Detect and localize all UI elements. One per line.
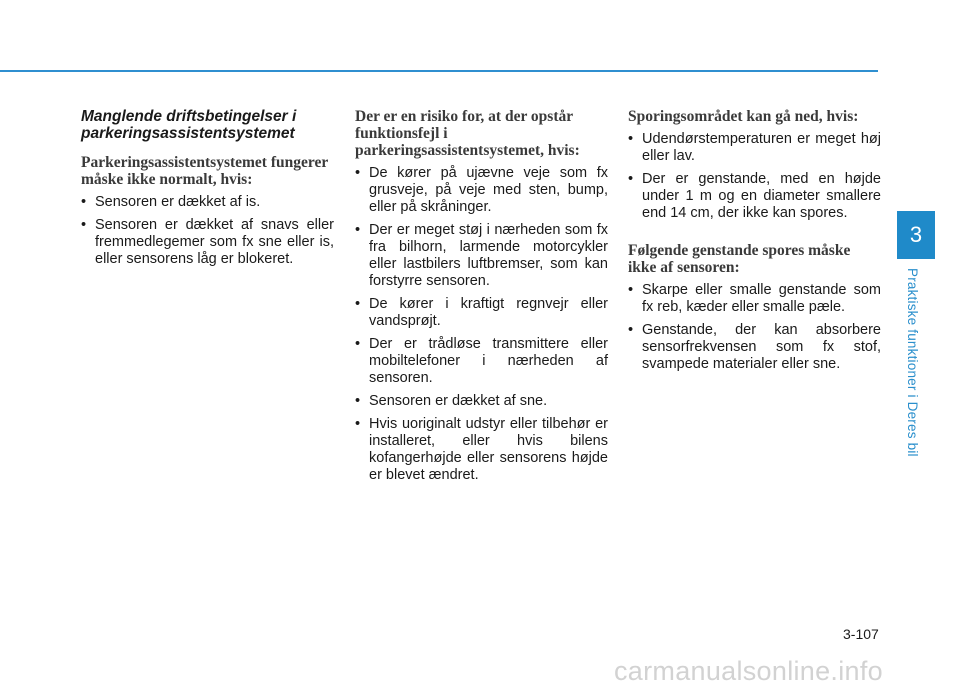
bullet-list — [628, 131, 881, 222]
page-number: 3-107 — [843, 626, 879, 642]
subheading-risk: Der er en risiko for, at der opstår funktionsfejl i parkeringsassistentsystemet, hvis: — [355, 108, 580, 159]
chapter-number-tab — [897, 211, 935, 259]
list-item: • Genstande, der kan absorbere sensorfrekvensen som fx stof, svampede materialer eller sne. — [628, 322, 881, 373]
list-item: • Der er genstande, med en højde under 1 m og en diameter smallere end 14 cm, der ikke kan spores. — [628, 171, 881, 222]
bullet-list — [628, 282, 881, 373]
header-rule — [0, 70, 878, 72]
chapter-number: 3 — [909, 222, 923, 247]
bullet-list — [81, 194, 334, 268]
list-item: • Skarpe eller smalle genstande som fx reb, kæder eller smalle pæle. — [628, 282, 881, 316]
column-detection-range — [628, 108, 881, 379]
list-item: • De kører i kraftigt regnvejr eller vandsprøjt. — [355, 296, 608, 330]
column-operating-conditions — [81, 108, 334, 274]
bullet-list — [355, 165, 608, 484]
subheading-detection-range: Sporingsområdet kan gå ned, hvis: — [628, 108, 859, 125]
list-item: • Der er meget støj i nærheden som fx fra bilhorn, larmende motorcykler eller lastbilers luftbremser, som kan forstyrre sensoren. — [355, 222, 608, 290]
list-item: • Sensoren er dækket af snavs eller fremmedlegemer som fx sne eller is, eller sensorens låg er blokeret. — [81, 217, 334, 268]
column-risk-of-malfunction — [355, 108, 608, 490]
list-item: • Der er trådløse transmittere eller mobiltelefoner i nærheden af sensoren. — [355, 336, 608, 387]
watermark-text: carmanualsonline.info — [614, 656, 883, 686]
list-item: • Sensoren er dækket af is. — [81, 194, 334, 211]
section-heading: Manglende driftsbetingelser i parkeringsassistentsystemet — [81, 108, 297, 142]
list-item: • Sensoren er dækket af sne. — [355, 393, 608, 410]
chapter-title: Praktiske funktioner i Deres bil — [905, 268, 920, 457]
list-item: • Hvis uoriginalt udstyr eller tilbehør er installeret, eller hvis bilens kofangerhøjde eller sensorens højde er blevet ændret. — [355, 416, 608, 484]
list-item: • De kører på ujævne veje som fx grusveje, på veje med sten, bump, eller på skråninger. — [355, 165, 608, 216]
subheading-undetected-objects: Følgende genstande spores måske ikke af sensoren: — [628, 242, 851, 276]
subheading-malfunction: Parkeringsassistentsystemet fungerer måske ikke normalt, hvis: — [81, 154, 328, 188]
list-item: • Udendørstemperaturen er meget høj eller lav. — [628, 131, 881, 165]
